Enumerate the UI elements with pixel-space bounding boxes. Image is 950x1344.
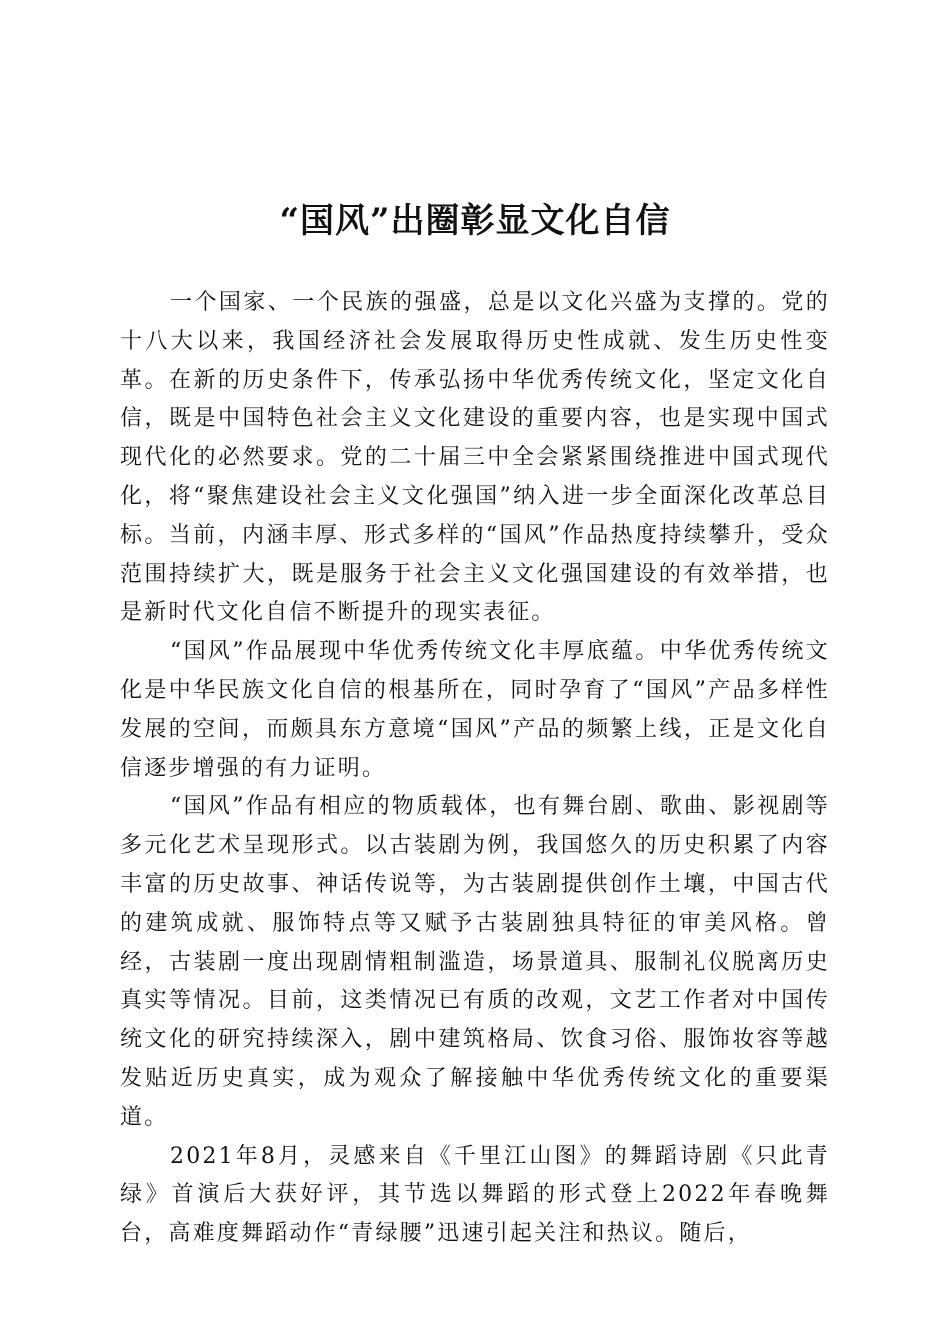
paragraph-costume-drama: “国风”作品有相应的物质载体，也有舞台剧、歌曲、影视剧等多元化艺术呈现形式。以古装剧为例，我国悠久的历史积累了内容丰富的历史故事、神话传说等，为古装剧提供创作土壤，中国古代的建筑成就、服饰特点等又赋予古装剧独具特征的审美风格。曾经，古装剧一度出现剧情粗制滥造，场景道具、服制礼仪脱离历史真实等情况。目前，这类情况已有质的改观，文艺工作者对中国传统文化的研究持续深入，剧中建筑格局、饮食习俗、服饰妆容等越发贴近历史真实，成为观众了解接触中华优秀传统文化的重要渠道。: [120, 794, 830, 1130]
paragraph-heritage: “国风”作品展现中华优秀传统文化丰厚底蕴。中华优秀传统文化是中华民族文化自信的根基所在，同时孕育了“国风”产品多样性发展的空间，而颇具东方意境“国风”产品的频繁上线，正是文化自信逐步增强的有力证明。: [120, 639, 830, 781]
document-title: “国风”出圈彰显文化自信: [279, 201, 671, 241]
paragraph-intro: 一个国家、一个民族的强盛，总是以文化兴盛为支撑的。党的十八大以来，我国经济社会发展取得历史性成就、发生历史性变革。在新的历史条件下，传承弘扬中华优秀传统文化，坚定文化自信，既是中国特色社会主义文化建设的重要内容，也是实现中国式现代化的必然要求。党的二十届三中全会紧紧围绕推进中国式现代化，将“聚焦建设社会主义文化强国”纳入进一步全面深化改革总目标。当前，内涵丰厚、形式多样的“国风”作品热度持续攀升，受众范围持续扩大，既是服务于社会主义文化强国建设的有效举措，也是新时代文化自信不断提升的现实表征。: [120, 290, 830, 626]
document-body: [120, 284, 830, 1254]
paragraph-dance-drama: 2021年8月，灵感来自《千里江山图》的舞蹈诗剧《只此青绿》首演后大获好评，其节选以舞蹈的形式登上2022年春晚舞台，高难度舞蹈动作“青绿腰”迅速引起关注和热议。随后，: [120, 1143, 830, 1247]
